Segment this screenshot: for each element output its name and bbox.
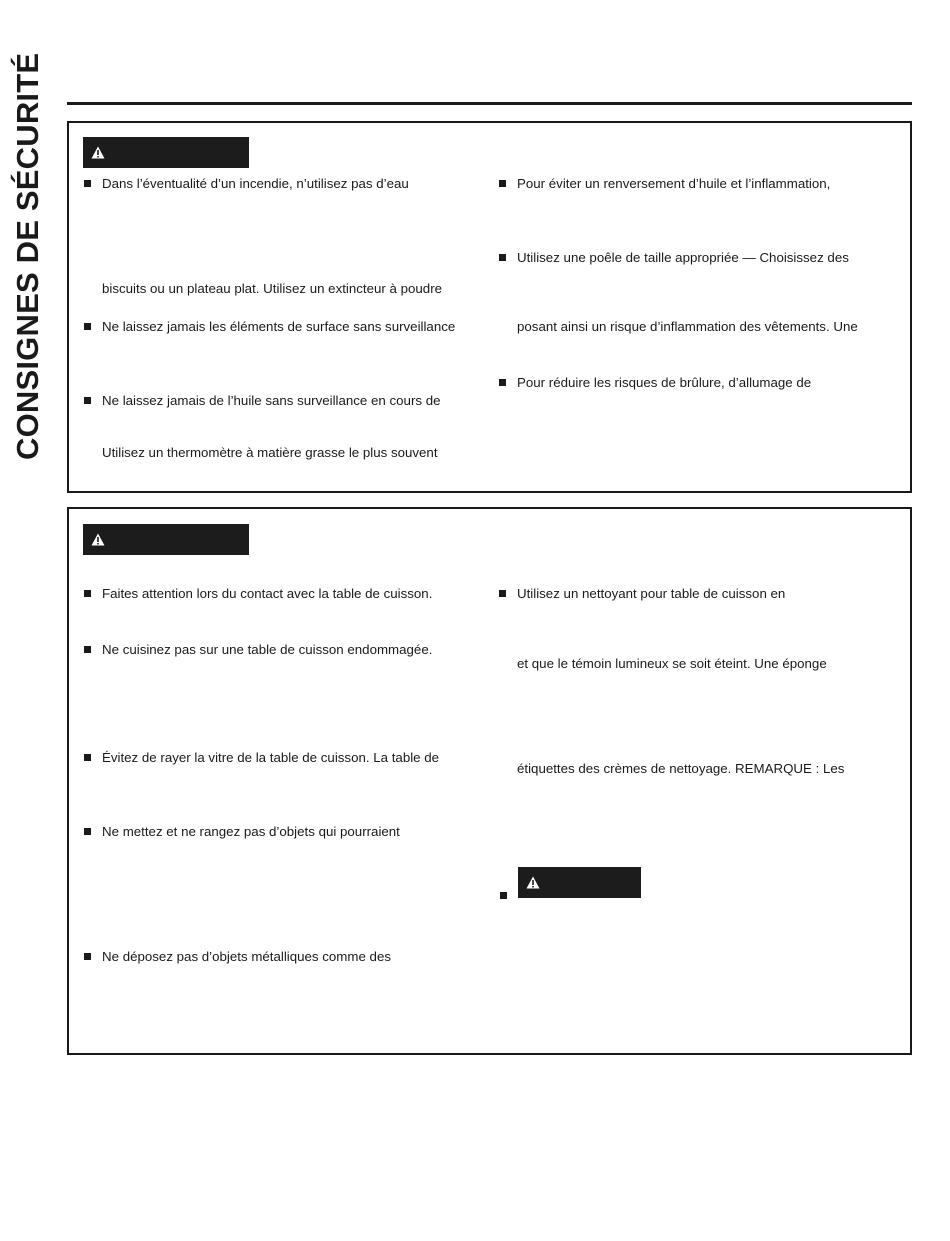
square-bullet-icon: [499, 254, 506, 261]
warning-triangle-icon: [91, 533, 105, 546]
square-bullet-icon: [84, 397, 91, 404]
square-bullet-icon: [499, 180, 506, 187]
square-bullet-icon: [499, 379, 506, 386]
square-bullet-icon: [84, 646, 91, 653]
warning-label: [83, 137, 249, 168]
warning-label: [518, 867, 641, 898]
safety-box-cooktop: Faites attention lors du contact avec la table de cuisson. Ne cuisinez pas sur une table de cuisson endommagée. Évitez de rayer la vitre de la table de cuisson. La table de Ne mettez et ne rangez pas d’objets qui pourraient Ne déposez pas d’objets métalliques comme des Utilisez un nettoyant pour table de cuisson en et que le témoin lumineux se soit éteint. Une éponge étiquettes des crèmes de nettoyage. REMARQUE : Les: [67, 507, 912, 1055]
list-item-continuation: posant ainsi un risque d’inflammation des vêtements. Une: [517, 319, 858, 334]
safety-box-fire: Dans l’éventualité d’un incendie, n’utilisez pas d’eau biscuits ou un plateau plat. Utilisez un extincteur à poudre Ne laissez jamais les éléments de surface sans surveillance Ne laissez jamais de l’huile sans surveillance en cours de Utilisez un thermomètre à matière grasse le plus souvent Pour éviter un renversement d’huile et l’inflammation, Utilisez une poêle de taille appropriée — Choisissez des posant ainsi un risque d’inflammation des vêtements. Une Pour réduire les risques de brûlure, d’allumage de: [67, 121, 912, 493]
section-side-title: CONSIGNES DE SÉCURITÉ: [10, 52, 45, 460]
warning-triangle-icon: [526, 876, 540, 889]
square-bullet-icon: [84, 828, 91, 835]
header-rule: [67, 102, 912, 105]
square-bullet-icon: [500, 892, 507, 899]
list-item-continuation: Utilisez un thermomètre à matière grasse le plus souvent: [102, 445, 438, 460]
square-bullet-icon: [84, 180, 91, 187]
list-item-continuation: biscuits ou un plateau plat. Utilisez un extincteur à poudre: [102, 281, 443, 296]
list-item-continuation: et que le témoin lumineux se soit éteint. Une éponge: [517, 656, 827, 671]
square-bullet-icon: [84, 323, 91, 330]
square-bullet-icon: [84, 754, 91, 761]
list-item-continuation: étiquettes des crèmes de nettoyage. REMARQUE : Les: [517, 761, 845, 776]
warning-triangle-icon: [91, 146, 105, 159]
square-bullet-icon: [84, 590, 91, 597]
warning-label: [83, 524, 249, 555]
square-bullet-icon: [499, 590, 506, 597]
square-bullet-icon: [84, 953, 91, 960]
